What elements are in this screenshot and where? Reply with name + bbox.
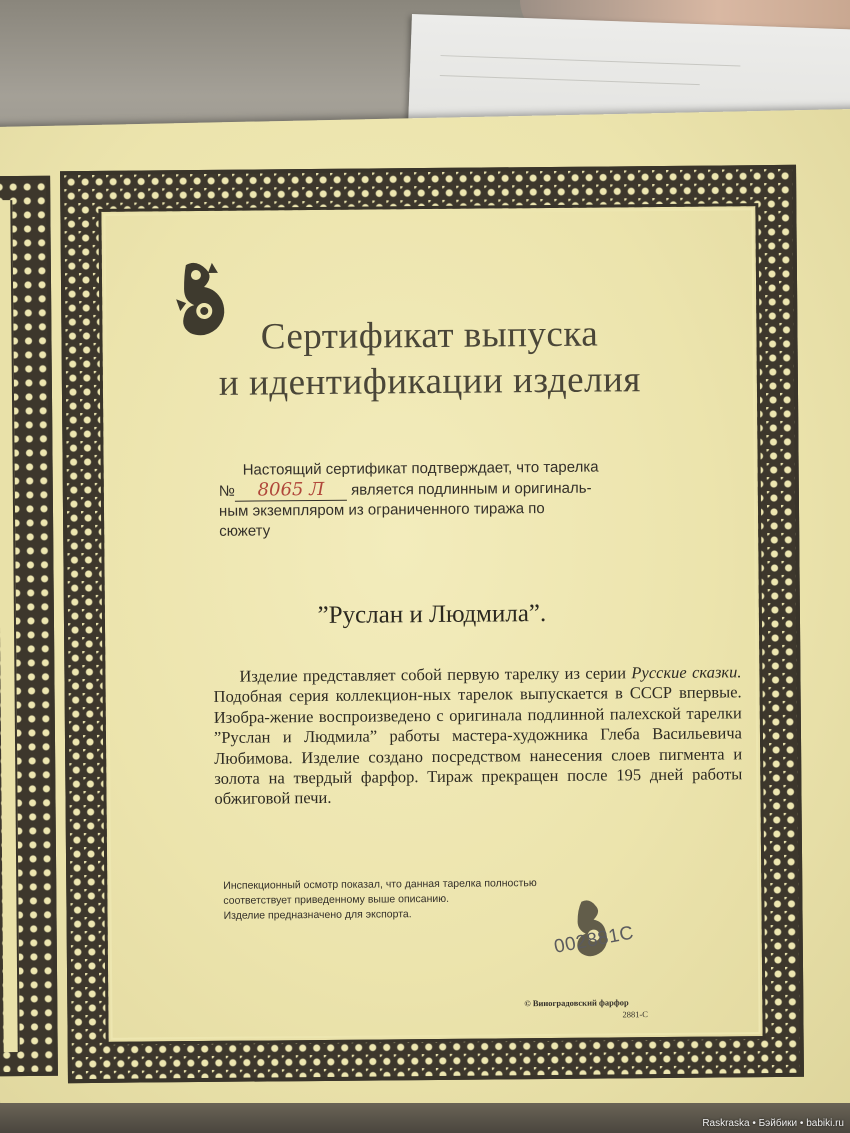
note-line: Инспекционный осмотр показал, что данная тарелка полностью [223, 877, 537, 892]
title-line: Сертификат выпуска [260, 313, 599, 358]
certificate-description [213, 662, 742, 809]
certificate-body [98, 203, 765, 1045]
intro-line: сюжету [219, 522, 271, 540]
manufacturer-code: 2881-С [622, 1009, 648, 1020]
series-name: Русские сказки. [631, 662, 742, 683]
plate-subject: ”Руслан и Людмила”. [317, 600, 547, 629]
adjacent-page-border [0, 176, 58, 1077]
title-line: и идентификации изделия [218, 359, 642, 404]
manufacturer: © Виноградовский фарфор [524, 997, 629, 1009]
intro-line: Настоящий сертификат подтверждает, что тарелка [242, 458, 599, 479]
certificate-frame [60, 165, 804, 1083]
intro-line: ным экземпляром из ограниченного тиража по [218, 500, 545, 520]
description-text: Изделие представляет собой первую тарелку из серии [239, 663, 627, 686]
certificate-title [102, 310, 757, 408]
note-line: соответствует приведенному выше описанию. [223, 892, 450, 907]
description-text: Подобная серия коллекцион-ных тарелок выпускается в СССР впервые. Изобра-жение воспроизведено с оригинала подлинной палехской тарелки ”Руслан и Людмила” работы мастера-художника Глеба Васильевича Любимова. Изделие создано посредством нанесения слоев пигмента и золота на твердый фарфор. Тираж прекращен после 195 дней работы обжиговой печи. [213, 682, 743, 809]
sheet-text-line [440, 75, 700, 85]
certificate-intro [219, 456, 730, 541]
number-sign: № [218, 482, 236, 500]
sheet-text-line [441, 55, 741, 66]
watermark-text: Raskraska • Бэйбики • babiki.ru [702, 1118, 844, 1129]
note-line: Изделие предназначено для экспорта. [223, 908, 412, 922]
handwritten-serial-number: 8065 Л [235, 480, 347, 502]
intro-text: является подлинным и оригиналь- [351, 479, 592, 499]
description-paragraph [213, 662, 742, 809]
serial-stamp: 002881C [552, 922, 636, 958]
adjacent-page-strip [0, 200, 20, 1052]
